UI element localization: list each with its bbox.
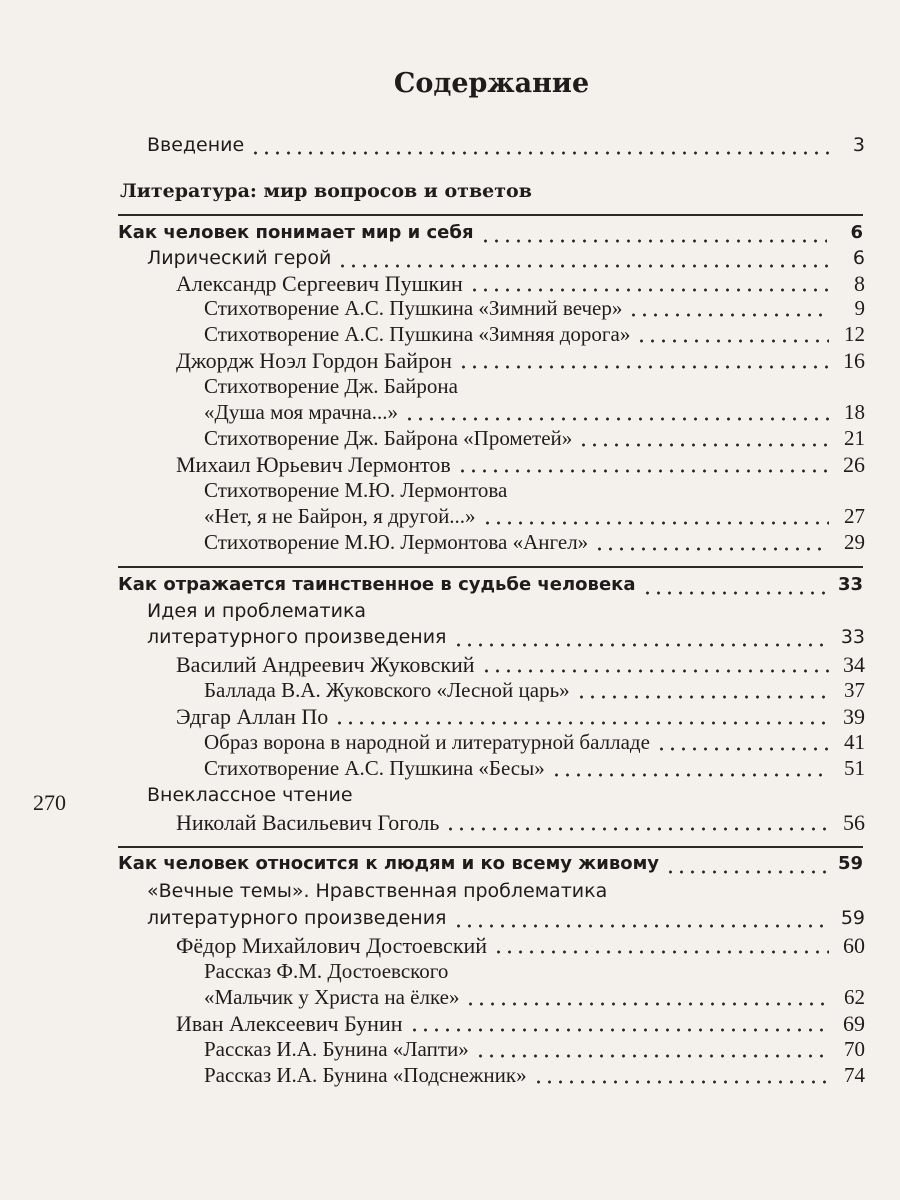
leader-dots bbox=[404, 402, 829, 422]
toc-work[interactable] bbox=[204, 426, 865, 452]
toc-author[interactable] bbox=[176, 452, 865, 478]
leader-dots bbox=[465, 987, 829, 1007]
work-title: Стихотворение Дж. Байрона bbox=[204, 374, 458, 398]
entry-title: литературного произведения bbox=[147, 626, 447, 648]
author-name: Эдгар Аллан По bbox=[176, 704, 329, 729]
work-title: Рассказ И.А. Бунина «Лапти» bbox=[204, 1037, 469, 1061]
leader-dots bbox=[250, 136, 829, 156]
entry-page: 56 bbox=[843, 810, 865, 835]
entry-page: 6 bbox=[852, 247, 865, 269]
entry-page: 33 bbox=[840, 626, 865, 648]
author-name: Василий Андреевич Жуковский bbox=[176, 652, 475, 677]
toc-work[interactable] bbox=[204, 400, 865, 426]
entry-page: 21 bbox=[844, 426, 865, 450]
leader-dots bbox=[576, 680, 829, 700]
work-title: Рассказ И.А. Бунина «Подснежник» bbox=[204, 1063, 527, 1087]
toc-section[interactable] bbox=[118, 853, 863, 879]
entry-title: Лирический герой bbox=[147, 247, 332, 269]
toc-work-line1 bbox=[204, 374, 865, 400]
toc-author[interactable] bbox=[176, 652, 865, 678]
toc-author[interactable] bbox=[176, 348, 865, 374]
author-name: Фёдор Михайлович Достоевский bbox=[176, 933, 488, 958]
toc-subheading bbox=[147, 784, 865, 810]
work-title: Стихотворение Дж. Байрона «Прометей» bbox=[204, 426, 573, 450]
section-title: Как человек понимает мир и себя bbox=[118, 222, 474, 243]
work-title: «Мальчик у Христа на ёлке» bbox=[204, 985, 460, 1009]
entry-page: 59 bbox=[840, 907, 865, 929]
entry-page: 33 bbox=[837, 574, 863, 595]
toc-entry-line1 bbox=[147, 600, 865, 626]
toc-work[interactable] bbox=[204, 1037, 865, 1063]
leader-dots bbox=[457, 454, 829, 474]
toc-work[interactable] bbox=[204, 530, 865, 556]
section-title: Как отражается таинственное в судьбе человека bbox=[118, 574, 636, 595]
entry-page: 69 bbox=[843, 1011, 865, 1036]
work-title: Рассказ Ф.М. Достоевского bbox=[204, 959, 449, 983]
work-title: Стихотворение А.С. Пушкина «Зимняя дорога» bbox=[204, 322, 631, 346]
leader-dots bbox=[642, 576, 827, 596]
entry-page: 41 bbox=[844, 730, 865, 754]
toc-work[interactable] bbox=[204, 985, 865, 1011]
entry-page: 27 bbox=[844, 504, 865, 528]
author-name: Джордж Ноэл Гордон Байрон bbox=[176, 348, 452, 373]
author-name: Александр Сергеевич Пушкин bbox=[176, 271, 463, 296]
leader-dots bbox=[636, 324, 829, 344]
work-title: Баллада В.А. Жуковского «Лесной царь» bbox=[204, 678, 570, 702]
toc-work-line1 bbox=[204, 478, 865, 504]
entry-page: 51 bbox=[844, 756, 865, 780]
entry-page: 62 bbox=[844, 985, 865, 1009]
work-title: Стихотворение А.С. Пушкина «Зимний вечер» bbox=[204, 296, 623, 320]
entry-title: «Вечные темы». Нравственная проблематика bbox=[147, 880, 608, 902]
leader-dots bbox=[533, 1065, 829, 1085]
toc-work[interactable] bbox=[204, 730, 865, 756]
part-title: Литература: мир вопросов и ответов bbox=[120, 180, 532, 202]
toc-entry[interactable] bbox=[147, 247, 865, 273]
leader-dots bbox=[469, 273, 829, 293]
entry-title: Введение bbox=[147, 134, 245, 156]
subheading-title: Внеклассное чтение bbox=[147, 784, 353, 806]
author-name: Николай Васильевич Гоголь bbox=[176, 810, 440, 835]
entry-page: 59 bbox=[837, 853, 863, 874]
entry-page: 3 bbox=[852, 134, 865, 156]
entry-page: 34 bbox=[843, 652, 865, 677]
page-number: 270 bbox=[33, 790, 66, 815]
entry-title: литературного произведения bbox=[147, 907, 447, 929]
entry-page: 74 bbox=[844, 1063, 865, 1087]
toc-work[interactable] bbox=[204, 678, 865, 704]
toc-section[interactable] bbox=[118, 222, 863, 248]
work-title: «Душа моя мрачна...» bbox=[204, 400, 399, 424]
entry-page: 8 bbox=[854, 271, 865, 296]
part-heading bbox=[120, 180, 865, 206]
section-divider bbox=[118, 566, 863, 568]
entry-page: 16 bbox=[843, 348, 865, 373]
leader-dots bbox=[594, 532, 829, 552]
leader-dots bbox=[445, 812, 829, 832]
section-divider bbox=[118, 846, 863, 848]
toc-entry[interactable] bbox=[147, 907, 865, 933]
author-name: Иван Алексеевич Бунин bbox=[176, 1011, 403, 1036]
leader-dots bbox=[482, 506, 829, 526]
entry-page: 6 bbox=[850, 222, 863, 243]
toc-author[interactable] bbox=[176, 1011, 865, 1037]
leader-dots bbox=[628, 298, 829, 318]
toc-author[interactable] bbox=[176, 704, 865, 730]
leader-dots bbox=[551, 758, 829, 778]
toc-entry-line1 bbox=[147, 880, 865, 906]
toc-section[interactable] bbox=[118, 574, 863, 600]
page-title: Содержание bbox=[393, 68, 590, 99]
work-title: Стихотворение А.С. Пушкина «Бесы» bbox=[204, 756, 545, 780]
entry-page: 26 bbox=[843, 452, 865, 477]
work-title: «Нет, я не Байрон, я другой...» bbox=[204, 504, 476, 528]
leader-dots bbox=[453, 909, 830, 929]
leader-dots bbox=[337, 249, 829, 269]
work-title: Стихотворение М.Ю. Лермонтова bbox=[204, 478, 508, 502]
toc-entry-intro[interactable] bbox=[147, 134, 865, 160]
leader-dots bbox=[665, 855, 827, 875]
leader-dots bbox=[578, 428, 829, 448]
toc-work[interactable] bbox=[204, 504, 865, 530]
author-name: Михаил Юрьевич Лермонтов bbox=[176, 452, 451, 477]
section-title: Как человек относится к людям и ко всему живому bbox=[118, 853, 660, 874]
leader-dots bbox=[493, 935, 829, 955]
leader-dots bbox=[475, 1039, 829, 1059]
leader-dots bbox=[656, 732, 829, 752]
work-title: Стихотворение М.Ю. Лермонтова «Ангел» bbox=[204, 530, 589, 554]
work-title: Образ ворона в народной и литературной балладе bbox=[204, 730, 650, 754]
entry-title: Идея и проблематика bbox=[147, 600, 367, 622]
toc-author[interactable] bbox=[176, 810, 865, 836]
entry-page: 70 bbox=[844, 1037, 865, 1061]
entry-page: 29 bbox=[844, 530, 865, 554]
toc-entry[interactable] bbox=[147, 626, 865, 652]
entry-page: 12 bbox=[844, 322, 865, 346]
leader-dots bbox=[480, 224, 827, 244]
toc-work[interactable] bbox=[204, 756, 865, 782]
entry-page: 39 bbox=[843, 704, 865, 729]
entry-page: 60 bbox=[843, 933, 865, 958]
entry-page: 9 bbox=[854, 296, 865, 320]
toc-work-line1 bbox=[204, 959, 865, 985]
toc-author[interactable] bbox=[176, 933, 865, 959]
leader-dots bbox=[453, 628, 830, 648]
leader-dots bbox=[458, 350, 829, 370]
leader-dots bbox=[481, 654, 829, 674]
toc-author[interactable] bbox=[176, 271, 865, 297]
leader-dots bbox=[334, 706, 829, 726]
toc-work[interactable] bbox=[204, 296, 865, 322]
section-divider bbox=[118, 214, 863, 216]
toc-work[interactable] bbox=[204, 1063, 865, 1089]
entry-page: 37 bbox=[844, 678, 865, 702]
toc-work[interactable] bbox=[204, 322, 865, 348]
leader-dots bbox=[409, 1013, 830, 1033]
entry-page: 18 bbox=[844, 400, 865, 424]
